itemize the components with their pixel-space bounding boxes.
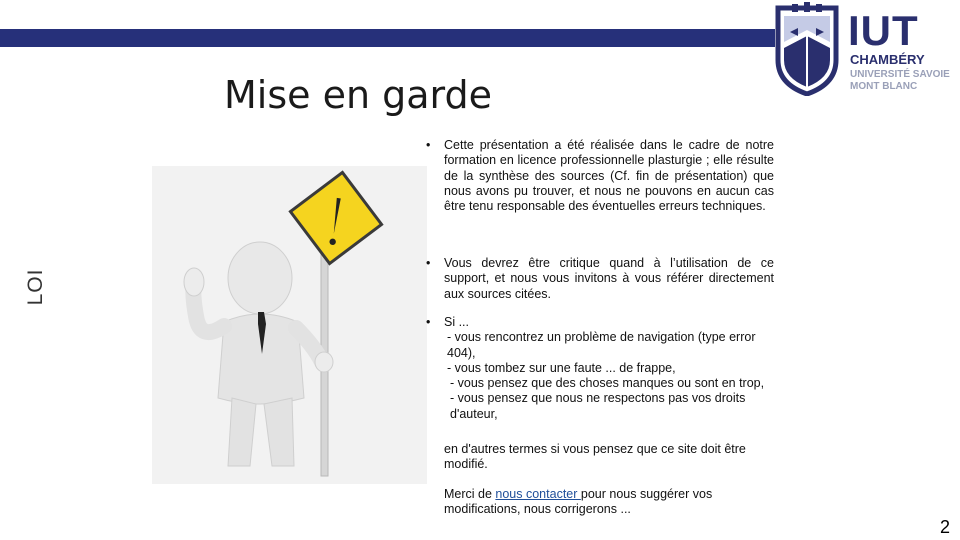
side-label [21, 262, 51, 312]
condition-item: - vous pensez que des choses manques ou sont en trop, [450, 376, 765, 391]
shield-icon [770, 2, 844, 96]
condition-item: - vous tombez sur une faute ... de frappe, [447, 360, 676, 375]
iut-logo [770, 2, 960, 96]
contact-text-before: Merci de [444, 486, 496, 501]
logo-line-1: CHAMBÉRY [850, 52, 925, 67]
contact-link[interactable]: nous contacter [495, 486, 581, 501]
slide-title: Mise en garde [224, 73, 493, 117]
bullet-critical [424, 256, 774, 302]
bullet-critical-text: Vous devrez être critique quand à l’utilisation de ce support, et nous vous invitons à vous référer directement aux sources citées. [444, 256, 774, 301]
exclamation-sign-icon [284, 166, 388, 270]
conditions-intro: Si ... [444, 315, 470, 329]
paragraph-contact [424, 487, 774, 518]
side-label-text: LOI [24, 268, 47, 306]
bullet-dot-icon: • [426, 138, 431, 152]
contact-text-after: pour nous suggérer vos modifications, nous corrigerons ... [444, 486, 713, 516]
bullet-disclaimer [424, 138, 774, 246]
logo-name: IUT [848, 7, 919, 54]
figure-illustration [152, 166, 427, 484]
condition-item: - vous rencontrez un problème de navigation (type error 404), [447, 330, 756, 360]
bullet-dot-icon: • [426, 315, 431, 329]
top-accent-bar [0, 29, 775, 47]
condition-item: - vous pensez que nous ne respectons pas vos droits d'auteur, [450, 391, 746, 421]
content-area [424, 138, 774, 517]
paragraph-modify: en d'autres termes si vous pensez que ce site doit être modifié. [444, 442, 746, 472]
bullet-conditions [424, 315, 774, 422]
warning-figure-image [152, 166, 427, 484]
logo-line-3: MONT BLANC [850, 81, 918, 92]
logo-line-2: UNIVERSITÉ SAVOIE [850, 69, 950, 80]
page-number: 2 [940, 517, 951, 537]
bullet-disclaimer-text: Cette présentation a été réalisée dans le cadre de notre formation en licence professionnelle plasturgie ; elle résulte de la synthèse des sources (Cf. fin de présentation) que nous avons pu trouver, et nous ne pouvons en aucun cas être tenu responsable des éventuelles erreurs techniques. [444, 138, 774, 214]
bullet-dot-icon: • [426, 256, 431, 270]
